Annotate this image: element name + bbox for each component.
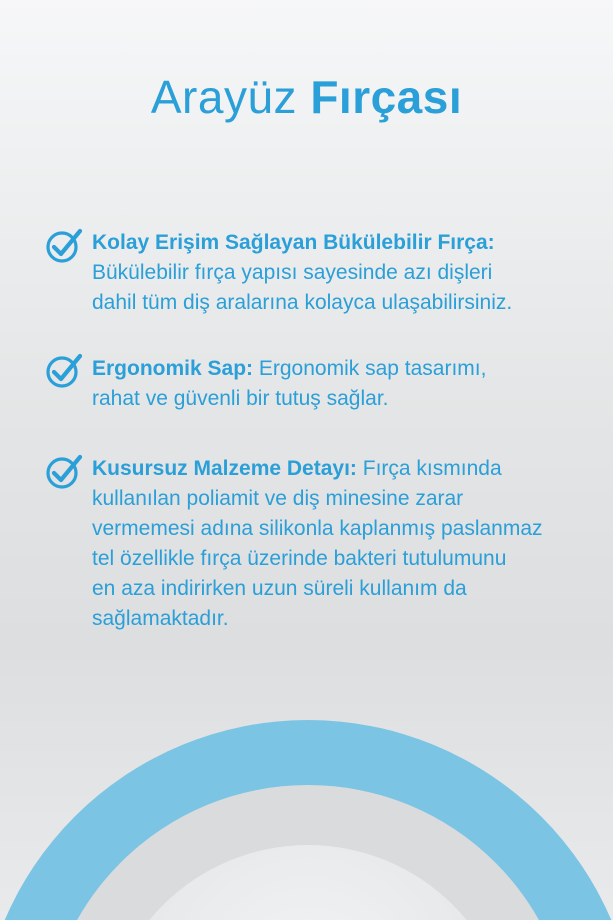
feature-line: dahil tüm diş aralarına kolayca ulaşabilirsiniz. bbox=[92, 291, 513, 314]
feature-line: en aza indirirken uzun süreli kullanım da bbox=[92, 577, 467, 600]
feature-inline: Fırça kısmında bbox=[362, 457, 502, 480]
feature-inline: Ergonomik sap tasarımı, bbox=[258, 357, 487, 380]
title-bold: Fırçası bbox=[310, 71, 463, 123]
feature-heading: Ergonomik Sap: bbox=[92, 357, 254, 380]
title-light: Arayüz bbox=[150, 71, 298, 123]
feature-line: sağlamaktadır. bbox=[92, 607, 229, 630]
feature-heading: Kolay Erişim Sağlayan Bükülebilir Fırça: bbox=[92, 231, 495, 254]
feature-line: rahat ve güvenli bir tutuş sağlar. bbox=[92, 387, 389, 410]
feature-line: Bükülebilir fırça yapısı sayesinde azı dişleri bbox=[92, 261, 493, 284]
feature-line: kullanılan poliamit ve diş minesine zarar bbox=[92, 487, 464, 510]
feature-line: vermemesi adına silikonla kaplanmış paslanmaz bbox=[92, 517, 543, 540]
feature-line: tel özellikle fırça üzerinde bakteri tutulumunu bbox=[92, 547, 507, 570]
feature-heading: Kusursuz Malzeme Detayı: bbox=[92, 457, 357, 480]
